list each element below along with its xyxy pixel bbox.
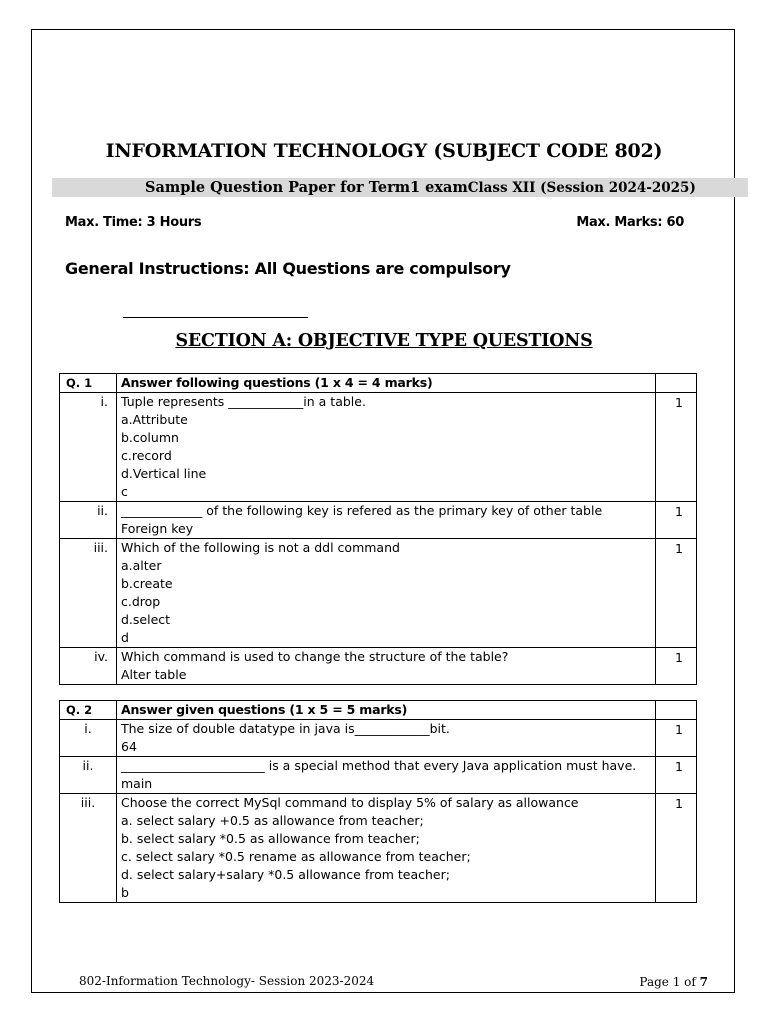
option-text: b.column: [121, 430, 179, 445]
subtitle-class: Class XII (Session 2024-2025): [467, 180, 696, 196]
max-time: Max. Time: 3 Hours: [65, 215, 202, 230]
question-text: _____________ of the following key is refered as the primary key of other table: [121, 503, 603, 518]
question-text: _______________________ is a special method that every Java application must have.: [121, 758, 637, 773]
page-total: 7: [699, 975, 708, 989]
answer-text: c: [121, 484, 128, 499]
question-2-header-row: [60, 701, 697, 720]
question-1-header-row: [60, 374, 697, 393]
question-1-number: Q. 1: [60, 374, 117, 393]
question-row: [60, 794, 697, 903]
question-row: [60, 720, 697, 757]
answer-text: d: [121, 630, 129, 645]
question-row: [60, 539, 697, 648]
item-text: [117, 720, 656, 757]
item-marks: [656, 757, 697, 794]
answer-text: Alter table: [121, 667, 187, 682]
footer-session: 802-Information Technology- Session 2023-2024: [79, 974, 375, 988]
item-marks: [656, 794, 697, 903]
question-text: Choose the correct MySql command to display 5% of salary as allowance: [121, 795, 579, 810]
option-text: d.select: [121, 612, 171, 627]
answer-text: 64: [121, 739, 137, 754]
item-marks: [656, 393, 697, 502]
item-number: iii.: [60, 539, 117, 648]
question-1-table: [59, 373, 697, 685]
option-text: c.record: [121, 448, 172, 463]
item-text: [117, 393, 656, 502]
answer-text: Foreign key: [121, 521, 194, 536]
question-2-marks-header: [656, 701, 697, 720]
footer-page-number: [639, 975, 708, 989]
question-row: [60, 502, 697, 539]
item-marks: [656, 539, 697, 648]
question-2-number: Q. 2: [60, 701, 117, 720]
marks-value: 1: [675, 541, 683, 556]
item-text: [117, 502, 656, 539]
max-marks: Max. Marks: 60: [576, 215, 684, 230]
item-marks: [656, 502, 697, 539]
question-row: [60, 757, 697, 794]
option-text: d.Vertical line: [121, 466, 207, 481]
item-number: iii.: [60, 794, 117, 903]
item-number: ii.: [60, 502, 117, 539]
item-text: [117, 539, 656, 648]
question-2-heading: Answer given questions (1 x 5 = 5 marks): [117, 701, 656, 720]
option-text: b. select salary *0.5 as allowance from teacher;: [121, 831, 420, 846]
question-1-marks-header: [656, 374, 697, 393]
option-text: c. select salary *0.5 rename as allowance from teacher;: [121, 849, 471, 864]
item-number: i.: [60, 720, 117, 757]
question-row: [60, 648, 697, 685]
question-text: Tuple represents ____________in a table.: [121, 394, 366, 409]
question-text: Which of the following is not a ddl command: [121, 540, 400, 555]
question-row: [60, 393, 697, 502]
marks-value: 1: [675, 759, 683, 774]
option-text: b.create: [121, 576, 173, 591]
general-instructions: General Instructions: All Questions are compulsory: [65, 259, 511, 278]
item-number: iv.: [60, 648, 117, 685]
option-text: a.alter: [121, 558, 162, 573]
question-2-table: [59, 700, 697, 903]
subtitle-main: Sample Question Paper for Term1 exam: [145, 179, 468, 196]
item-text: [117, 757, 656, 794]
option-text: d. select salary+salary *0.5 allowance from teacher;: [121, 867, 450, 882]
option-text: c.drop: [121, 594, 161, 609]
marks-value: 1: [675, 722, 683, 737]
item-text: [117, 794, 656, 903]
question-text: Which command is used to change the structure of the table?: [121, 649, 509, 664]
page-title: INFORMATION TECHNOLOGY (SUBJECT CODE 802): [105, 140, 663, 162]
question-1-heading: Answer following questions (1 x 4 = 4 marks): [117, 374, 656, 393]
item-marks: [656, 648, 697, 685]
marks-value: 1: [675, 395, 683, 410]
question-text: The size of double datatype in java is____________bit.: [121, 721, 450, 736]
option-text: a.Attribute: [121, 412, 188, 427]
marks-value: 1: [675, 504, 683, 519]
answer-text: b: [121, 885, 129, 900]
item-number: ii.: [60, 757, 117, 794]
marks-value: 1: [675, 796, 683, 811]
item-number: i.: [60, 393, 117, 502]
option-text: a. select salary +0.5 as allowance from teacher;: [121, 813, 424, 828]
answer-text: main: [121, 776, 153, 791]
subtitle: [145, 179, 696, 196]
page-prefix: Page 1 of: [639, 975, 700, 989]
item-text: [117, 648, 656, 685]
section-title: SECTION A: OBJECTIVE TYPE QUESTIONS: [175, 331, 593, 351]
marks-value: 1: [675, 650, 683, 665]
blank-line: [123, 317, 308, 318]
item-marks: [656, 720, 697, 757]
